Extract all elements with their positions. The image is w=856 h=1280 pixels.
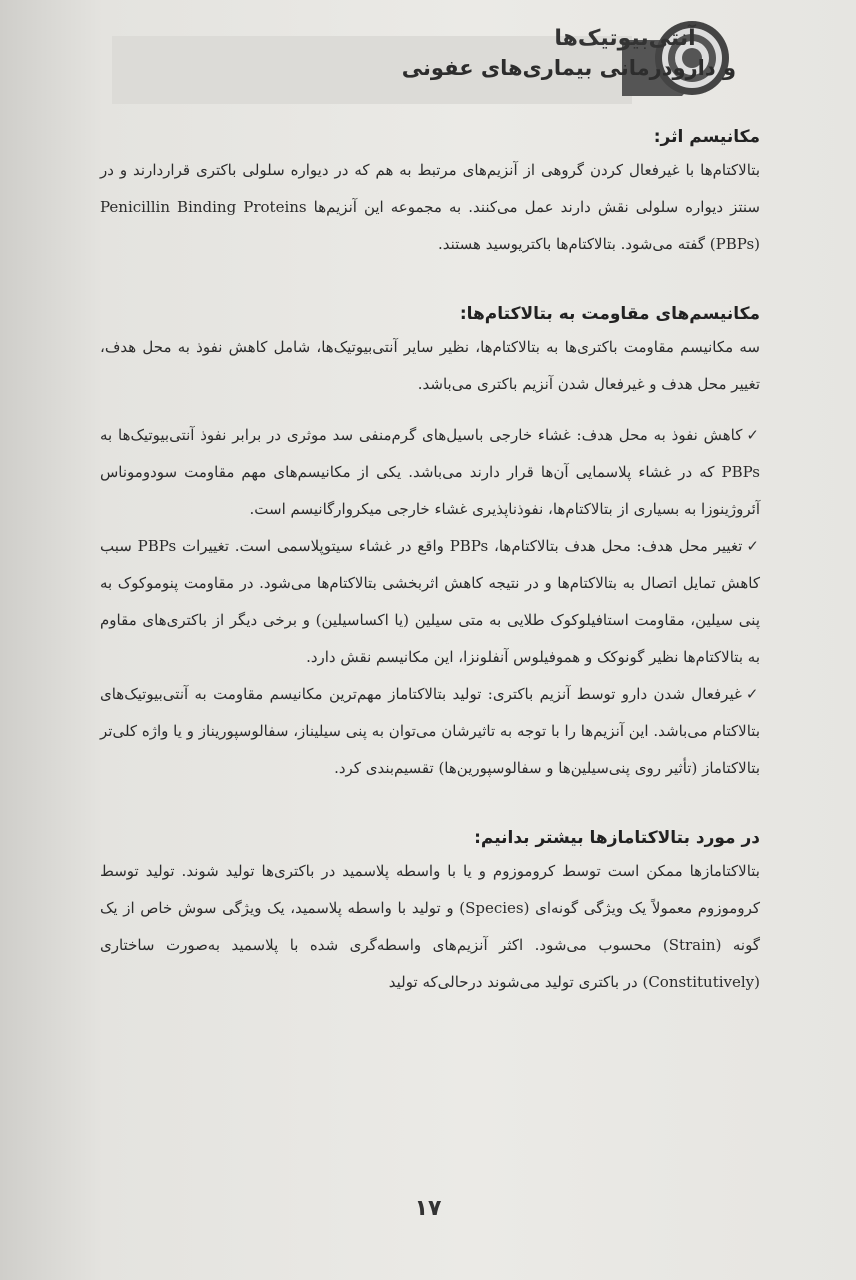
check-icon: ✓ [746,426,760,444]
check-icon: ✓ [745,685,760,703]
paragraph-mechanism: بتالاکتام‌ها با غیرفعال کردن گروهی از آنزیم‌های مرتبط به هم که در دیواره سلولی باکتری قراردارند و در سنتز دیواره سلولی نقش دارند عمل می‌کنند. به مجموعه این آنزیم‌ها Penicillin Binding Proteins (PBPs) گفته می‌شود. بتالاکتام‌ها باکتریوسید هستند. [100,161,760,253]
bullet-text: کاهش نفوذ به محل هدف: غشاء خارجی باسیل‌های گرم‌منفی سد موثری در برابر نفوذ آنتی‌بیوتیک‌ها به PBPs که در غشاء پلاسمایی آن‌ها قرار دارند می‌باشد. یکی از مکانیسم‌های مهم مقاومت سودوموناس آئروژینوزا به بسیاری از بتالاکتام‌ها، نفوذناپذیری غشاء خارجی میکروارگانیسم است. [100,426,760,518]
check-icon: ✓ [746,537,760,555]
bullet-enzyme-inactivation [100,676,760,787]
header-title-top: آنتی‌بیوتیک‌ها [554,26,696,51]
bullet-text: غیرفعال شدن دارو توسط آنزیم باکتری: تولید بتالاکتاماز مهم‌ترین مکانیسم مقاومت به آنتی‌بیوتیک‌های بتالاکتام می‌باشد. این آنزیم‌ها را با توجه به تاثیرشان می‌توان به پنی سیلیناز، سفالوسپوریناز و یا واژه کلی‌تر بتالاکتاماز (تأثیر روی پنی‌سیلین‌ها و سفالوسپورین‌ها) تقسیم‌بندی کرد. [100,685,760,777]
bullet-reduced-penetration [100,417,760,528]
bullet-text: تغییر محل هدف: محل هدف بتالاکتام‌ها، PBPs واقع در غشاء سیتوپلاسمی است. تغییرات PBPs سبب کاهش تمایل اتصال به بتالاکتام‌ها و در نتیجه کاهش اثربخشی بتالاکتام‌ها می‌شود. در مقاومت پنوموکوک به پنی سیلین، مقاومت استافیلوکوک طلایی به متی سیلین (یا اکساسیلین) و برخی دیگر از باکتری‌های مقاوم به بتالاکتام‌ها نظیر گونوکک و هموفیلوس آنفلونزا، این مکانیسم نقش دارد. [100,537,760,666]
bullet-target-change [100,528,760,676]
page-number: ۱۷ [414,1196,442,1221]
paragraph-more: بتالاکتامازها ممکن است توسط کروموزوم و یا با واسطه پلاسمید در باکتری‌ها تولید شوند. تولید توسط کروموزوم معمولاً یک ویژگی گونه‌ای (Species) و تولید با واسطه پلاسمید، یک ویژگی سوش خاص از یک گونه (Strain) محسوب می‌شود. اکثر آنزیم‌های واسطه‌گری شده با پلاسمید به‌صورت ساختاری (Constitutively) در باکتری تولید می‌شوند درحالی‌که تولید [100,862,760,991]
section-heading-resistance: مکانیسم‌های مقاومت به بتالاکتام‌ها: [459,304,760,324]
section-heading-more: در مورد بتالاکتامازها بیشتر بدانیم: [474,828,760,848]
header-title-main: و دارودرمانی بیماری‌های عفونی [401,56,736,80]
section-heading-mechanism: مکانیسم اثر: [653,127,760,147]
paragraph-resistance-intro: سه مکانیسم مقاومت باکتری‌ها به بتالاکتام‌ها، نظیر سایر آنتی‌بیوتیک‌ها، شامل کاهش نفوذ به محل هدف، تغییر محل هدف و غیرفعال شدن آنزیم باکتری می‌باشد. [100,338,760,393]
page-content [100,120,760,1001]
